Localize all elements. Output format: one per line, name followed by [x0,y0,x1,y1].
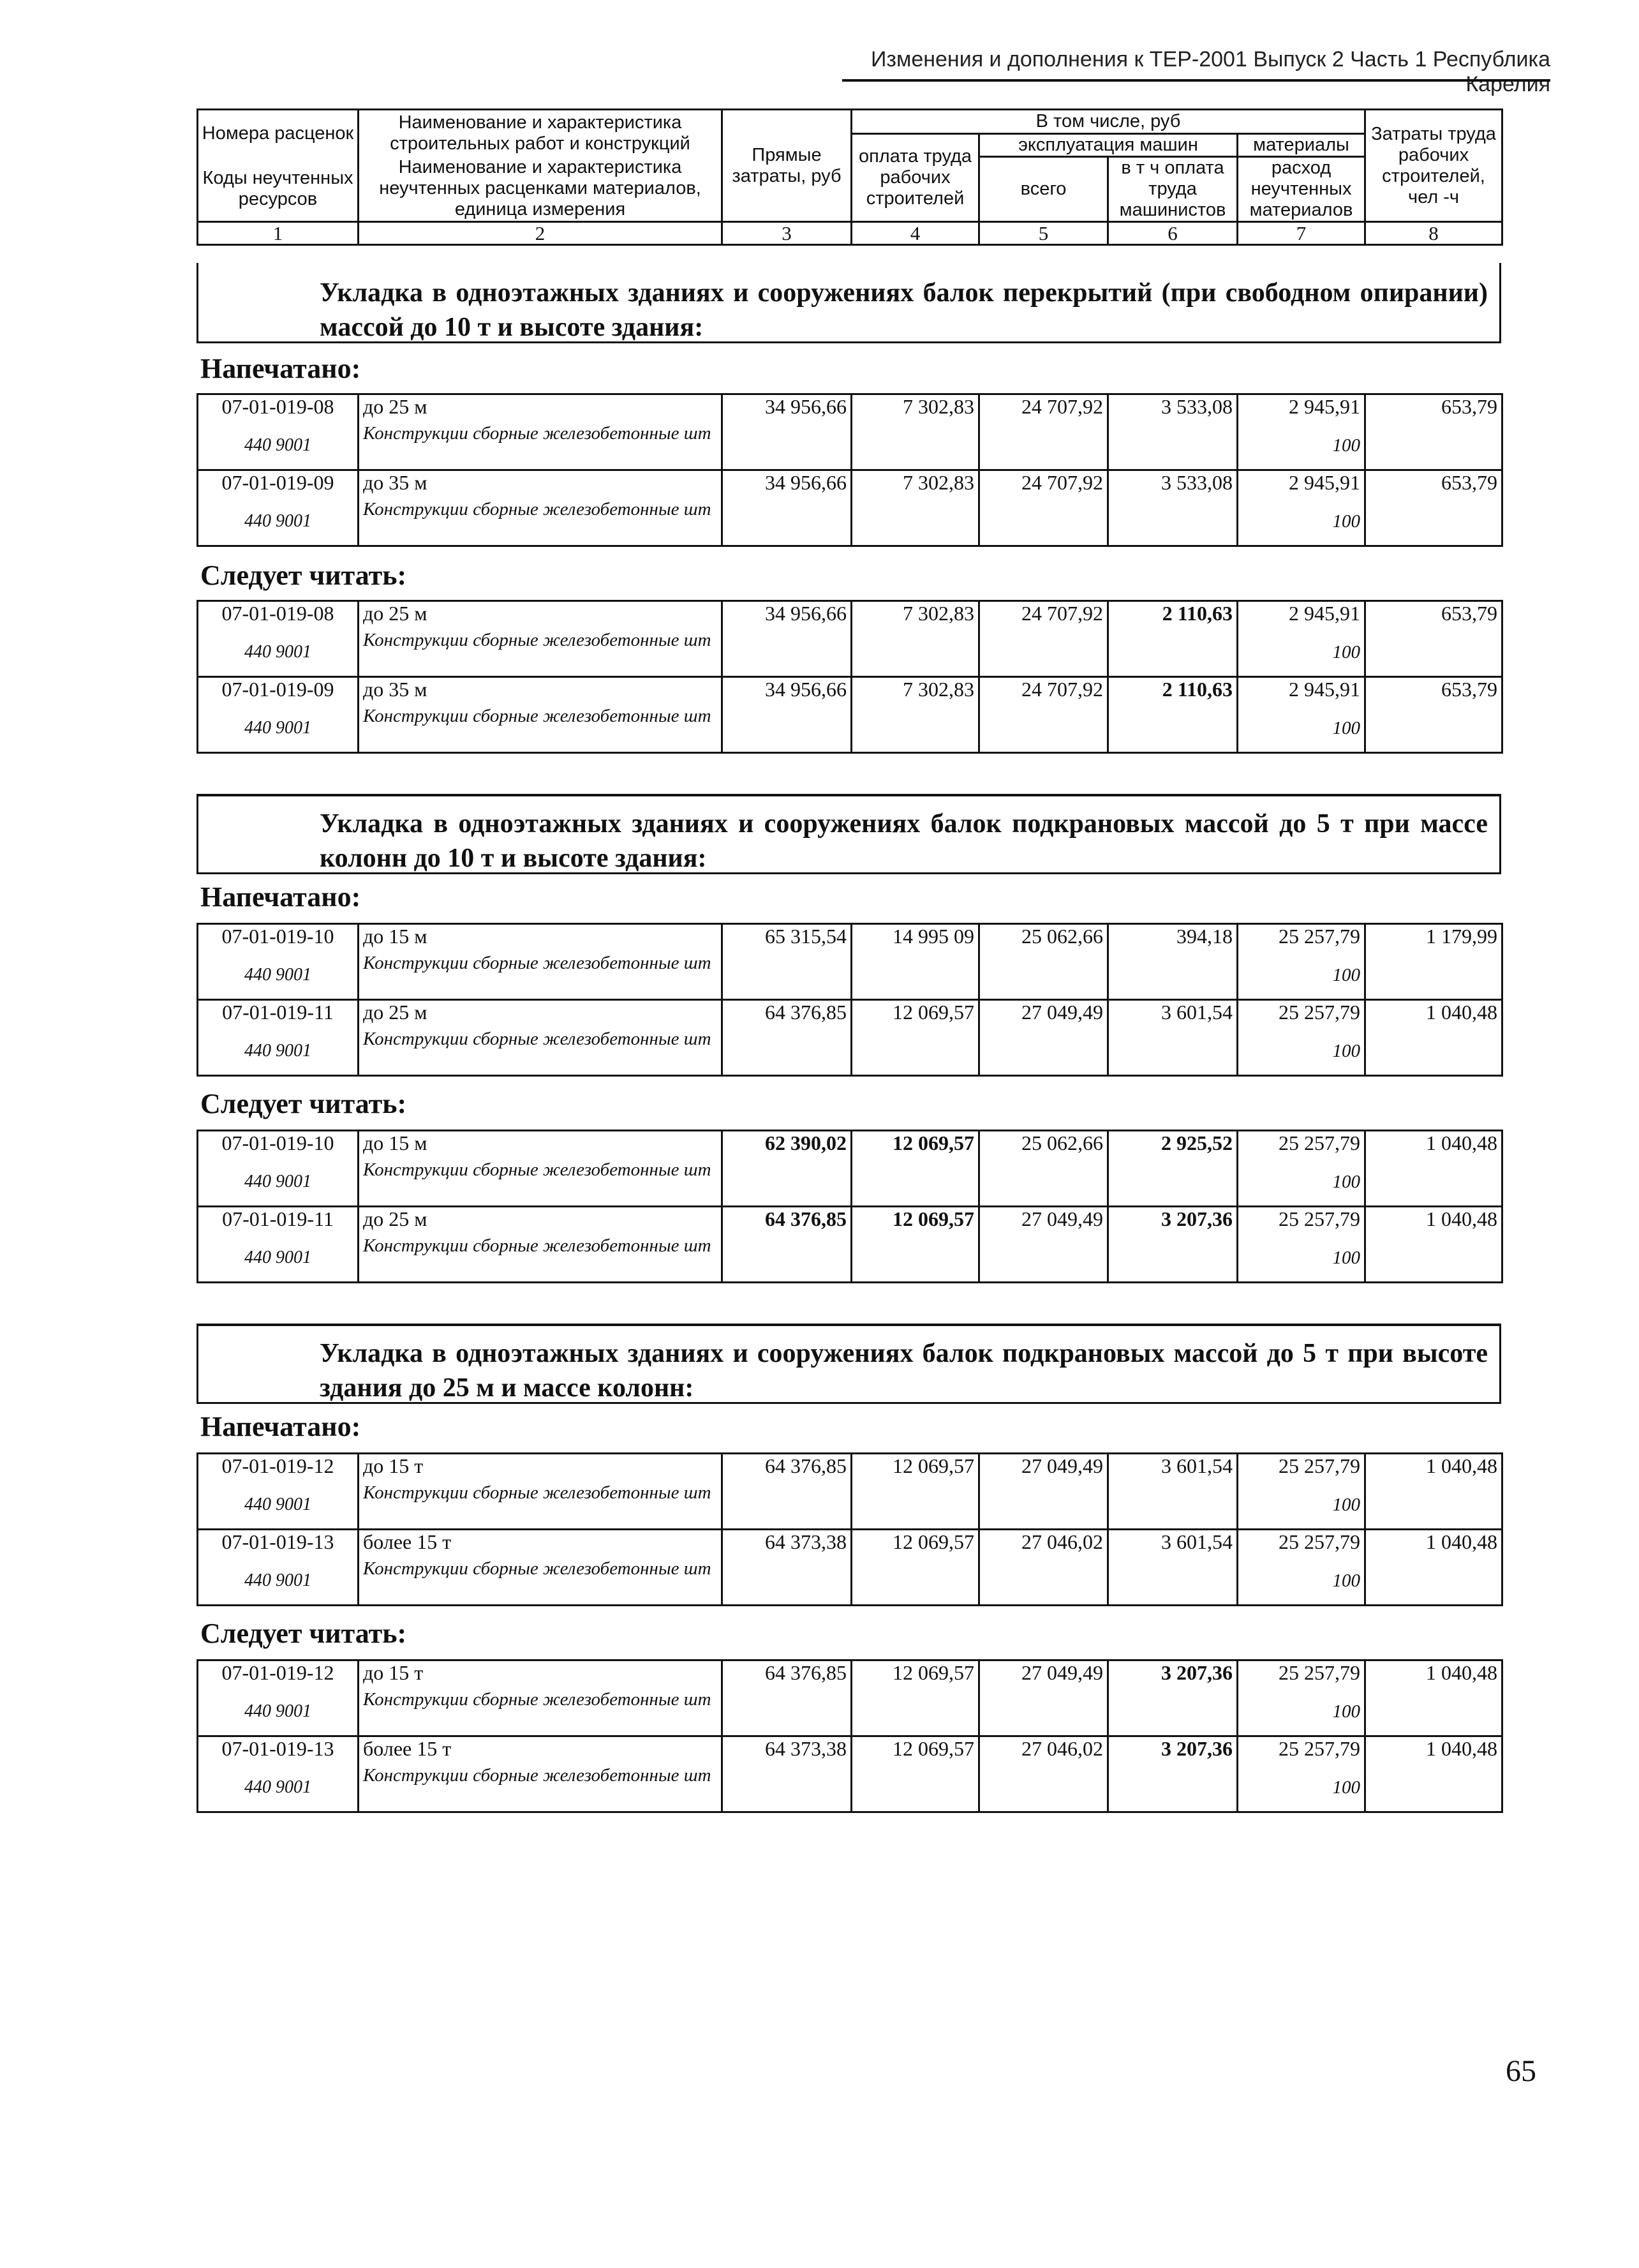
empty-cell [1108,1688,1238,1736]
empty-cell [852,1481,979,1530]
labor-hours: 653,79 [1365,601,1502,629]
col-number: 7 [1238,222,1365,245]
machinist-pay: 3 533,08 [1108,394,1238,422]
empty-cell [852,1158,979,1207]
rate-row [198,1131,1502,1159]
resource-row [198,951,1502,1000]
machinist-pay: 3 207,36 [1108,1660,1238,1689]
materials-cost: 25 257,79 [1238,1660,1365,1689]
machinist-pay: 3 207,36 [1108,1736,1238,1764]
rate-code: 07-01-019-11 [198,1000,359,1028]
labor-hours: 1 040,48 [1365,1736,1502,1764]
col-number: 8 [1365,222,1502,245]
worker-pay: 7 302,83 [852,677,979,705]
empty-cell [722,1481,852,1530]
empty-cell [852,705,979,753]
resource-row [198,1481,1502,1530]
section-title: Укладка в одноэтажных зданиях и сооружениях балок подкрановых массой до 5 т при массе колонн до 10 т и высоте здания: [320,809,1488,873]
empty-cell [979,629,1108,677]
empty-cell [1365,1688,1502,1736]
materials-cost: 25 257,79 [1238,1131,1365,1159]
empty-cell [1365,705,1502,753]
col-material-name: Наименование и характеристика неучтенных расценками материалов, единица измерения [359,157,722,222]
resource-row [198,1234,1502,1283]
empty-cell [979,1234,1108,1283]
printed-label: Напечатано: [200,1411,361,1442]
empty-cell [852,629,979,677]
resource-code: 440 9001 [198,629,359,677]
resource-code: 440 9001 [198,951,359,1000]
resource-row [198,629,1502,677]
section-title: Укладка в одноэтажных зданиях и сооружениях балок подкрановых массой до 5 т при высоте здания до 25 м и массе колонн: [320,1339,1488,1403]
worker-pay: 14 995 09 [852,924,979,952]
empty-cell [1108,1234,1238,1283]
material-unit: 100 [1238,1557,1365,1606]
resource-row [198,422,1502,470]
rates-table [197,1659,1503,1813]
empty-cell [722,1234,852,1283]
rate-code: 07-01-019-13 [198,1736,359,1764]
column-header-table [197,108,1503,246]
resource-name: Конструкции сборные железобетонные шт [359,1481,722,1530]
empty-cell [1365,1481,1502,1530]
empty-cell [852,951,979,1000]
work-name: более 15 т [359,1530,722,1558]
work-name: более 15 т [359,1736,722,1764]
col-group-including: В том числе, руб [852,110,1365,134]
empty-cell [1108,705,1238,753]
empty-cell [1108,951,1238,1000]
resource-code: 440 9001 [198,498,359,546]
machinist-pay: 2 110,63 [1108,601,1238,629]
direct-costs: 34 956,66 [722,394,852,422]
resource-code: 440 9001 [198,1557,359,1606]
empty-cell [722,422,852,470]
work-name: до 15 т [359,1660,722,1689]
labor-hours: 1 040,48 [1365,1131,1502,1159]
resource-name: Конструкции сборные железобетонные шт [359,1688,722,1736]
empty-cell [852,422,979,470]
rate-row [198,677,1502,705]
resource-name: Конструкции сборные железобетонные шт [359,629,722,677]
rate-code: 07-01-019-10 [198,924,359,952]
machinist-pay: 3 533,08 [1108,470,1238,498]
machines-total: 27 049,49 [979,1660,1108,1689]
rate-row [198,470,1502,498]
col-number: 4 [852,222,979,245]
rate-code: 07-01-019-09 [198,470,359,498]
resource-name: Конструкции сборные железобетонные шт [359,1764,722,1812]
material-unit: 100 [1238,951,1365,1000]
materials-cost: 25 257,79 [1238,1000,1365,1028]
work-name: до 25 м [359,1207,722,1235]
rate-row [198,1736,1502,1764]
rate-row [198,1000,1502,1028]
col-material-consumption: расход неучтенных материалов [1238,157,1365,222]
rate-row [198,1530,1502,1558]
printed-label: Напечатано: [200,881,361,913]
labor-hours: 653,79 [1365,470,1502,498]
resource-name: Конструкции сборные железобетонные шт [359,1027,722,1076]
direct-costs: 62 390,02 [722,1131,852,1159]
col-machinist-pay: в т ч оплата труда машинистов [1108,157,1238,222]
empty-cell [722,498,852,546]
empty-cell [1365,1234,1502,1283]
col-labor-hours: Затраты труда рабочих строителей, чел -ч [1365,110,1502,222]
resource-name: Конструкции сборные железобетонные шт [359,705,722,753]
rates-table [197,393,1503,547]
materials-cost: 25 257,79 [1238,1530,1365,1558]
work-name: до 25 м [359,601,722,629]
header-rule [842,79,1550,82]
empty-cell [1108,422,1238,470]
rate-code: 07-01-019-11 [198,1207,359,1235]
col-group-machines: эксплуатация машин [979,134,1238,157]
machines-total: 24 707,92 [979,677,1108,705]
empty-cell [1108,629,1238,677]
should-read-label: Следует читать: [200,1618,407,1649]
resource-row [198,1158,1502,1207]
worker-pay: 12 069,57 [852,1736,979,1764]
rates-table [197,600,1503,754]
labor-hours: 1 040,48 [1365,1454,1502,1482]
empty-cell [1365,1158,1502,1207]
work-name: до 25 м [359,1000,722,1028]
material-unit: 100 [1238,1234,1365,1283]
resource-row [198,1688,1502,1736]
direct-costs: 64 376,85 [722,1207,852,1235]
materials-cost: 2 945,91 [1238,394,1365,422]
running-header: Изменения и дополнения к ТЕР-2001 Выпуск 2 Часть 1 Республика Карелия [870,47,1550,96]
empty-cell [852,1234,979,1283]
machines-total: 24 707,92 [979,601,1108,629]
col-rate-numbers: Номера расценок [198,110,359,157]
empty-cell [722,705,852,753]
worker-pay: 12 069,57 [852,1000,979,1028]
rates-table [197,1130,1503,1283]
material-unit: 100 [1238,1027,1365,1076]
rate-row [198,1454,1502,1482]
empty-cell [1108,1764,1238,1812]
machines-total: 25 062,66 [979,1131,1108,1159]
empty-cell [979,1764,1108,1812]
material-unit: 100 [1238,498,1365,546]
rate-code: 07-01-019-10 [198,1131,359,1159]
empty-cell [1108,1557,1238,1606]
work-name: до 35 м [359,470,722,498]
rate-row [198,1207,1502,1235]
empty-cell [979,705,1108,753]
empty-cell [979,422,1108,470]
printed-label: Напечатано: [200,353,361,384]
worker-pay: 7 302,83 [852,394,979,422]
rate-code: 07-01-019-12 [198,1454,359,1482]
labor-hours: 1 040,48 [1365,1207,1502,1235]
resource-row [198,705,1502,753]
resource-row [198,1557,1502,1606]
work-name: до 15 м [359,924,722,952]
rate-code: 07-01-019-12 [198,1660,359,1689]
col-work-name: Наименование и характеристика строительных работ и конструкций [359,110,722,157]
empty-cell [852,1557,979,1606]
machinist-pay: 3 601,54 [1108,1000,1238,1028]
labor-hours: 653,79 [1365,677,1502,705]
materials-cost: 25 257,79 [1238,1454,1365,1482]
machines-total: 27 049,49 [979,1000,1108,1028]
machines-total: 27 046,02 [979,1530,1108,1558]
empty-cell [1365,422,1502,470]
labor-hours: 1 179,99 [1365,924,1502,952]
empty-cell [722,629,852,677]
resource-code: 440 9001 [198,1688,359,1736]
rates-table [197,923,1503,1077]
empty-cell [1365,1764,1502,1812]
col-resource-codes: Коды неучтенных ресурсов [198,157,359,222]
materials-cost: 2 945,91 [1238,677,1365,705]
empty-cell [852,1688,979,1736]
direct-costs: 64 376,85 [722,1454,852,1482]
empty-cell [979,951,1108,1000]
worker-pay: 12 069,57 [852,1530,979,1558]
empty-cell [852,498,979,546]
rate-code: 07-01-019-08 [198,601,359,629]
empty-cell [979,1688,1108,1736]
rate-row [198,394,1502,422]
direct-costs: 34 956,66 [722,677,852,705]
empty-cell [979,498,1108,546]
work-name: до 15 м [359,1131,722,1159]
machines-total: 27 049,49 [979,1454,1108,1482]
empty-cell [1365,1557,1502,1606]
empty-cell [979,1557,1108,1606]
labor-hours: 1 040,48 [1365,1530,1502,1558]
work-name: до 35 м [359,677,722,705]
rates-table [197,1452,1503,1606]
direct-costs: 64 376,85 [722,1000,852,1028]
rate-row [198,924,1502,952]
section-heading-box [197,794,1501,874]
empty-cell [1365,1027,1502,1076]
worker-pay: 12 069,57 [852,1660,979,1689]
material-unit: 100 [1238,1481,1365,1530]
machines-total: 25 062,66 [979,924,1108,952]
empty-cell [722,1764,852,1812]
empty-cell [722,1027,852,1076]
resource-code: 440 9001 [198,1027,359,1076]
empty-cell [722,1557,852,1606]
empty-cell [852,1764,979,1812]
machinist-pay: 2 925,52 [1108,1131,1238,1159]
material-unit: 100 [1238,629,1365,677]
resource-name: Конструкции сборные железобетонные шт [359,498,722,546]
section-heading-box [197,263,1501,343]
resource-code: 440 9001 [198,422,359,470]
resource-code: 440 9001 [198,705,359,753]
machinist-pay: 3 207,36 [1108,1207,1238,1235]
machines-total: 27 049,49 [979,1207,1108,1235]
labor-hours: 653,79 [1365,394,1502,422]
resource-row [198,1027,1502,1076]
machines-total: 27 046,02 [979,1736,1108,1764]
resource-name: Конструкции сборные железобетонные шт [359,422,722,470]
resource-code: 440 9001 [198,1158,359,1207]
rate-code: 07-01-019-13 [198,1530,359,1558]
rate-code: 07-01-019-08 [198,394,359,422]
empty-cell [722,1688,852,1736]
should-read-label: Следует читать: [200,1088,407,1119]
rate-code: 07-01-019-09 [198,677,359,705]
material-unit: 100 [1238,422,1365,470]
worker-pay: 12 069,57 [852,1207,979,1235]
worker-pay: 12 069,57 [852,1131,979,1159]
empty-cell [1108,1158,1238,1207]
direct-costs: 65 315,54 [722,924,852,952]
col-number: 1 [198,222,359,245]
materials-cost: 2 945,91 [1238,470,1365,498]
col-number: 2 [359,222,722,245]
direct-costs: 34 956,66 [722,470,852,498]
empty-cell [1108,1027,1238,1076]
empty-cell [979,1027,1108,1076]
empty-cell [722,1158,852,1207]
machinist-pay: 2 110,63 [1108,677,1238,705]
empty-cell [852,1027,979,1076]
section-heading-box [197,1324,1501,1404]
machines-total: 24 707,92 [979,470,1108,498]
labor-hours: 1 040,48 [1365,1000,1502,1028]
resource-row [198,498,1502,546]
material-unit: 100 [1238,1688,1365,1736]
resource-code: 440 9001 [198,1481,359,1530]
work-name: до 25 м [359,394,722,422]
materials-cost: 25 257,79 [1238,1736,1365,1764]
labor-hours: 1 040,48 [1365,1660,1502,1689]
worker-pay: 7 302,83 [852,470,979,498]
empty-cell [979,1158,1108,1207]
resource-row [198,1764,1502,1812]
material-unit: 100 [1238,705,1365,753]
empty-cell [1365,629,1502,677]
resource-code: 440 9001 [198,1234,359,1283]
col-number: 6 [1108,222,1238,245]
rate-row [198,601,1502,629]
col-number: 3 [722,222,852,245]
should-read-label: Следует читать: [200,560,407,591]
col-worker-pay: оплата труда рабочих строителей [852,134,979,222]
worker-pay: 7 302,83 [852,601,979,629]
materials-cost: 25 257,79 [1238,924,1365,952]
section-title: Укладка в одноэтажных зданиях и сооружениях балок перекрытий (при свободном опирании) массой до 10 т и высоте здания: [320,278,1488,342]
machines-total: 24 707,92 [979,394,1108,422]
col-group-materials: материалы [1238,134,1365,157]
empty-cell [1108,1481,1238,1530]
empty-cell [1108,498,1238,546]
col-machines-total: всего [979,157,1108,222]
empty-cell [979,1481,1108,1530]
empty-cell [1365,951,1502,1000]
resource-code: 440 9001 [198,1764,359,1812]
worker-pay: 12 069,57 [852,1454,979,1482]
machinist-pay: 3 601,54 [1108,1454,1238,1482]
col-direct-costs: Прямые затраты, руб [722,110,852,222]
materials-cost: 25 257,79 [1238,1207,1365,1235]
rate-row [198,1660,1502,1689]
page-number: 65 [1506,2054,1536,2088]
col-number: 5 [979,222,1108,245]
work-name: до 15 т [359,1454,722,1482]
direct-costs: 34 956,66 [722,601,852,629]
material-unit: 100 [1238,1158,1365,1207]
machinist-pay: 394,18 [1108,924,1238,952]
direct-costs: 64 376,85 [722,1660,852,1689]
empty-cell [1365,498,1502,546]
materials-cost: 2 945,91 [1238,601,1365,629]
direct-costs: 64 373,38 [722,1736,852,1764]
resource-name: Конструкции сборные железобетонные шт [359,1557,722,1606]
direct-costs: 64 373,38 [722,1530,852,1558]
material-unit: 100 [1238,1764,1365,1812]
empty-cell [722,951,852,1000]
resource-name: Конструкции сборные железобетонные шт [359,951,722,1000]
resource-name: Конструкции сборные железобетонные шт [359,1234,722,1283]
resource-name: Конструкции сборные железобетонные шт [359,1158,722,1207]
machinist-pay: 3 601,54 [1108,1530,1238,1558]
